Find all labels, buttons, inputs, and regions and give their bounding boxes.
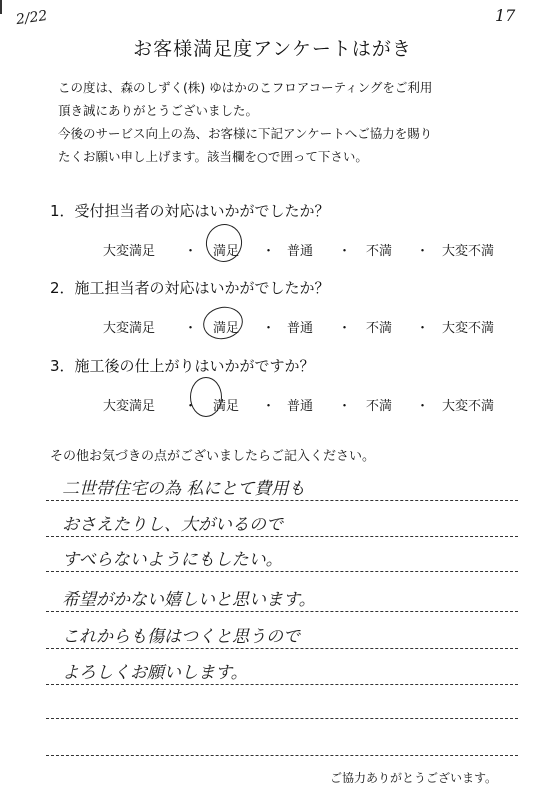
separator: ・ xyxy=(262,399,276,414)
intro-line: たくお願い申し上げます。該当欄を○で囲って下さい。 xyxy=(58,149,368,164)
separator: ・ xyxy=(262,244,276,259)
intro-line: 頂き誠にありがとうございました。 xyxy=(58,103,259,118)
option-satisfied[interactable]: 満足 xyxy=(213,321,240,336)
comment-rule xyxy=(46,718,518,719)
separator: ・ xyxy=(184,321,198,336)
comment-rule xyxy=(46,571,518,572)
option-very-satisfied[interactable]: 大変満足 xyxy=(103,321,156,336)
comment-rule xyxy=(46,755,518,756)
separator: ・ xyxy=(262,321,276,336)
option-very-dissatisfied[interactable]: 大変不満 xyxy=(442,321,495,336)
comment-prompt: その他お気づきの点がございましたらご記入ください。 xyxy=(50,449,376,464)
option-dissatisfied[interactable]: 不満 xyxy=(366,321,393,336)
intro-line: この度は、森のしずく(株) ゆはかのこフロアコーティングをご利用 xyxy=(58,80,433,95)
comment-rule xyxy=(46,536,518,537)
comment-line: よろしくお願いします。 xyxy=(62,663,248,683)
option-very-dissatisfied[interactable]: 大変不満 xyxy=(442,244,495,259)
comment-rule xyxy=(46,684,518,685)
separator: ・ xyxy=(338,244,352,259)
option-satisfied[interactable]: 満足 xyxy=(213,244,240,259)
handwritten-date: 2/22 xyxy=(15,7,49,29)
options-row-3 xyxy=(0,395,545,415)
separator: ・ xyxy=(416,244,430,259)
question-1: 1．受付担当者の対応はいかがでしたか？ xyxy=(50,202,330,220)
comment-rule xyxy=(46,648,518,649)
corner-mark xyxy=(0,0,2,14)
option-very-satisfied[interactable]: 大変満足 xyxy=(103,399,156,414)
separator: ・ xyxy=(416,321,430,336)
selection-circle xyxy=(200,303,246,343)
comment-line: 希望がかない嬉しいと思います。 xyxy=(62,590,316,610)
option-very-satisfied[interactable]: 大変満足 xyxy=(103,244,156,259)
separator: ・ xyxy=(184,244,198,259)
option-dissatisfied[interactable]: 不満 xyxy=(366,399,393,414)
options-row-1 xyxy=(0,240,545,260)
selection-circle xyxy=(202,220,246,266)
comment-rule xyxy=(46,611,518,612)
separator: ・ xyxy=(338,399,352,414)
comment-line: おさえたりし、大がいるので xyxy=(62,515,283,535)
option-dissatisfied[interactable]: 不満 xyxy=(366,244,393,259)
separator: ・ xyxy=(184,399,198,414)
comment-line: 二世帯住宅の為 私にとて費用も xyxy=(62,479,306,499)
footer-thanks: ご協力ありがとうございます。 xyxy=(330,771,498,785)
option-neutral[interactable]: 普通 xyxy=(287,321,314,336)
comment-rule xyxy=(46,500,518,501)
page-number: 17 xyxy=(495,6,516,25)
question-3: 3．施工後の仕上がりはいかがですか？ xyxy=(50,357,315,375)
option-neutral[interactable]: 普通 xyxy=(287,244,314,259)
question-2: 2．施工担当者の対応はいかがでしたか？ xyxy=(50,279,330,297)
option-neutral[interactable]: 普通 xyxy=(287,399,314,414)
page-title: お客様満足度アンケートはがき xyxy=(133,38,412,60)
separator: ・ xyxy=(416,399,430,414)
options-row-2 xyxy=(0,317,545,337)
comment-line: これからも傷はつくと思うので xyxy=(62,627,300,647)
separator: ・ xyxy=(338,321,352,336)
option-satisfied[interactable]: 満足 xyxy=(213,399,240,414)
selection-circle xyxy=(190,377,222,417)
option-very-dissatisfied[interactable]: 大変不満 xyxy=(442,399,495,414)
comment-line: すべらないようにもしたい。 xyxy=(62,550,283,570)
intro-line: 今後のサービス向上の為、お客様に下記アンケートへご協力を賜り xyxy=(58,126,433,141)
